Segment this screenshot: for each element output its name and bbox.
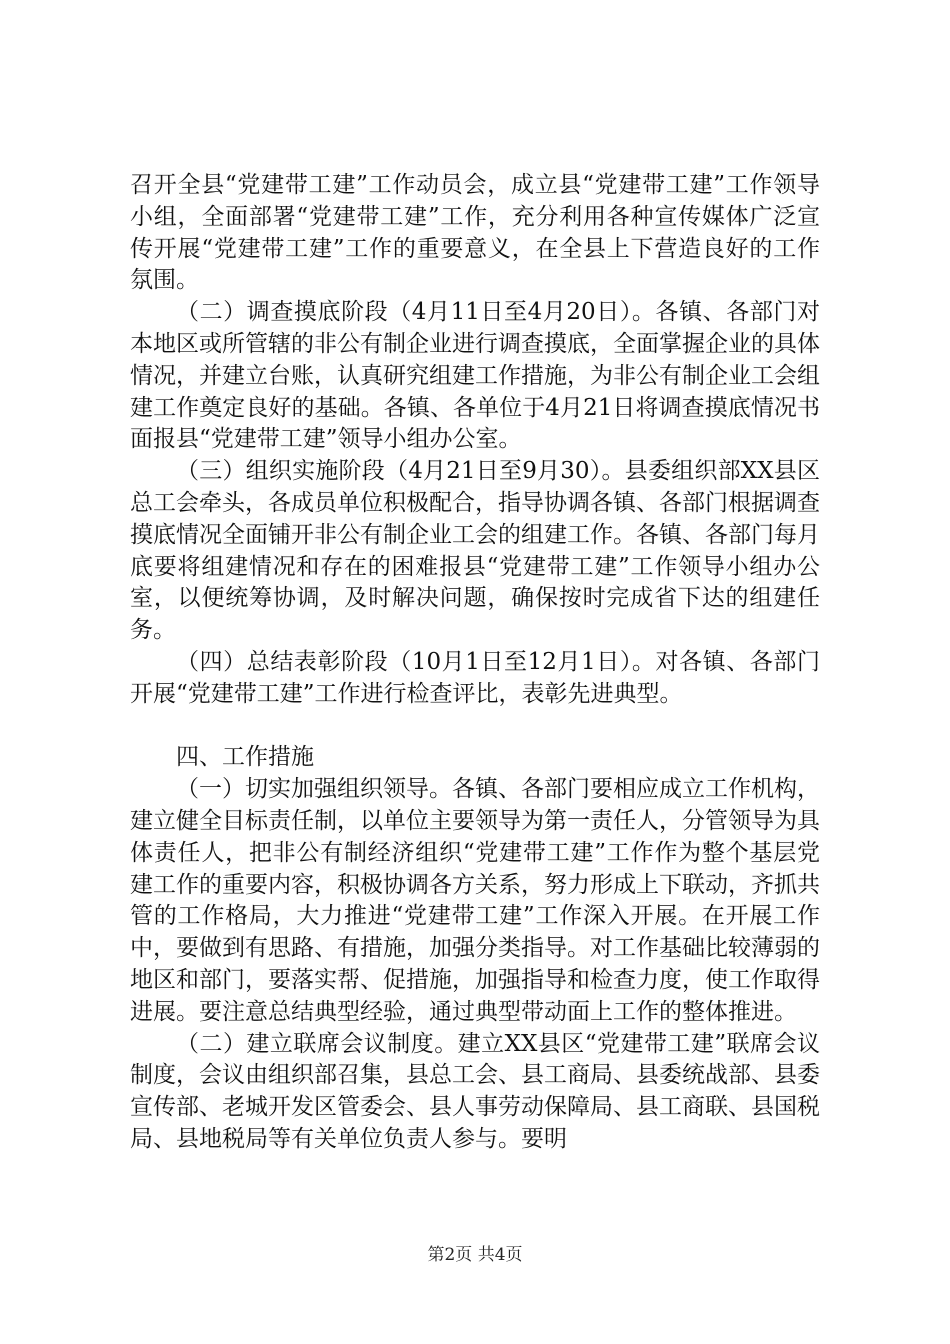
paragraph-survey-stage: （二）调查摸底阶段（4月11日至4月20日）。各镇、各部门对本地区或所管辖的非公有制企业进行调查摸底，全面掌握企业的具体情况，并建立台账，认真研究组建工作措施，为非公有制企业工会组建工作奠定良好的基础。各镇、各单位于4月21日将调查摸底情况书面报县“党建带工建”领导小组办公室。 [130,299,820,453]
paragraph-intro-continuation: 召开全县“党建带工建”工作动员会，成立县“党建带工建”工作领导小组，全面部署“党建带工建”工作，充分利用各种宣传媒体广泛宣传开展“党建带工建”工作的重要意义，在全县上下营造良好的工作氛围。 [130,172,820,294]
paragraph-measure-joint-meeting: （二）建立联席会议制度。建立XX县区“党建带工建”联席会议制度，会议由组织部召集，县总工会、县工商局、县委统战部、县委宣传部、老城开发区管委会、县人事劳动保障局、县工商联、县国税局、县地税局等有关单位负责人参与。要明 [130,1030,820,1152]
paragraph-implementation-stage: （三）组织实施阶段（4月21日至9月30）。县委组织部XX县区总工会牵头，各成员单位积极配合，指导协调各镇、各部门根据调查摸底情况全面铺开非公有制企业工会的组建工作。各镇、各部门每月底要将组建情况和存在的困难报县“党建带工建”工作领导小组办公室，以便统筹协调，及时解决问题，确保按时完成省下达的组建任务。 [130,458,820,644]
page-number-footer: 第2页 共4页 [427,1245,523,1265]
section-heading: 四、工作措施 [176,744,314,771]
paragraph-measure-leadership: （一）切实加强组织领导。各镇、各部门要相应成立工作机构，建立健全目标责任制，以单位主要领导为第一责任人，分管领导为具体责任人，把非公有制经济组织“党建带工建”工作作为整个基层党建工作的重要内容，积极协调各方关系，努力形成上下联动，齐抓共管的工作格局，大力推进“党建带工建”工作深入开展。在开展工作中，要做到有思路、有措施，加强分类指导。对工作基础比较薄弱的地区和部门，要落实帮、促措施，加强指导和检查力度，使工作取得进展。要注意总结典型经验，通过典型带动面上工作的整体推进。 [130,776,820,1025]
document-body [130,170,820,1156]
paragraph-summary-stage: （四）总结表彰阶段（10月1日至12月1日）。对各镇、各部门开展“党建带工建”工作进行检查评比，表彰先进典型。 [130,648,820,707]
